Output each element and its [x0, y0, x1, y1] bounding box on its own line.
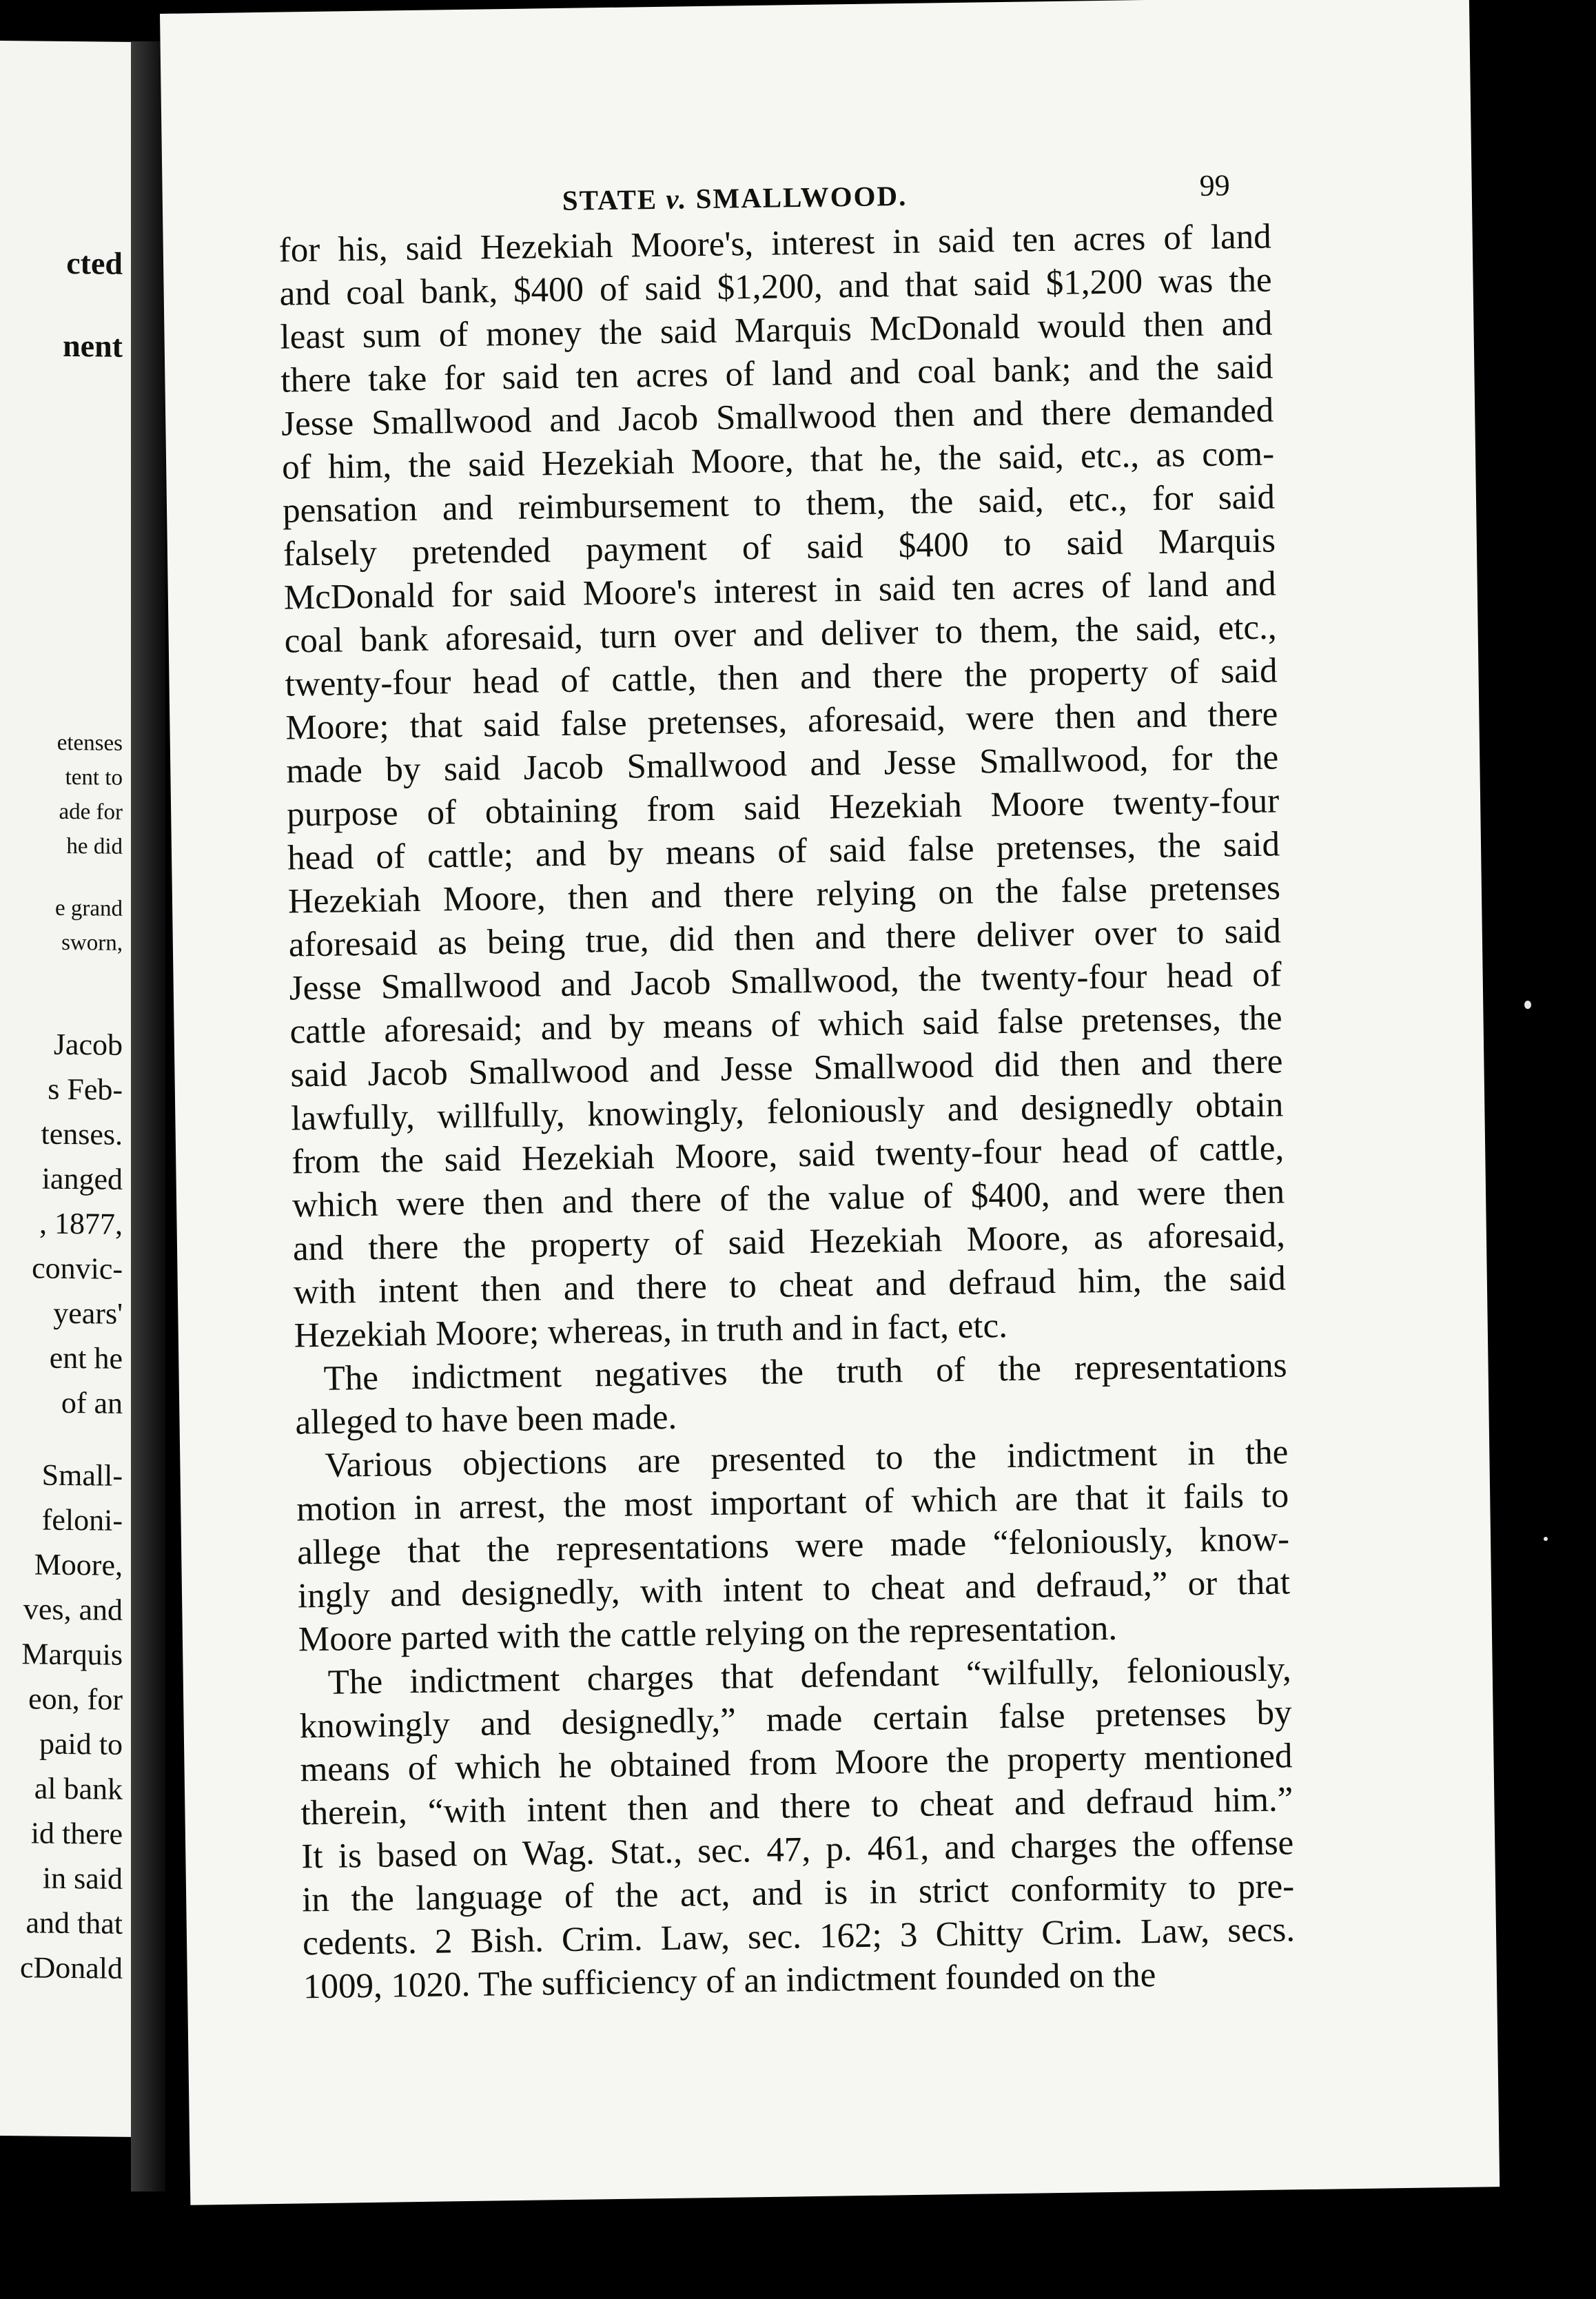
running-head-left: STATE	[562, 183, 658, 216]
text-line: It is based on Wag. Stat., sec. 47, p. 461, and charges the offense	[300, 1823, 1294, 1877]
text-line: falsely pretended payment of said $400 to said Marquis	[283, 521, 1276, 574]
text-line: in the language of the act, and is in strict conformity to pre-	[301, 1867, 1295, 1920]
text-line: from the said Hezekiah Moore, said twenty-four head of cattle,	[291, 1129, 1285, 1182]
left-page-line: cted	[66, 245, 123, 281]
left-page-line: cDonald	[19, 1950, 123, 1985]
left-page-line: etenses	[57, 730, 123, 756]
text-line: ingly and designedly, with intent to cheat and defraud,” or that	[297, 1563, 1291, 1616]
text-line: with intent then and there to cheat and defraud him, the said	[293, 1259, 1287, 1312]
text-line: 1009, 1020. The sufficiency of an indictment founded on the	[303, 1956, 1156, 2007]
left-page-line: tenses.	[41, 1116, 123, 1152]
text-line: Hezekiah Moore, then and there relying on the false pretenses	[287, 868, 1281, 921]
text-line: aforesaid as being true, did then and there deliver over to said	[288, 912, 1282, 965]
left-page-line: and that	[25, 1905, 123, 1941]
left-page-line: ianged	[41, 1161, 123, 1196]
text-line: knowingly and designedly,” made certain false pretenses by	[299, 1693, 1292, 1746]
left-page-line: he did	[66, 833, 123, 859]
text-line: lawfully, willfully, knowingly, feloniously and designedly obtain	[291, 1085, 1284, 1138]
text-line: Moore parted with the cattle relying on the representation.	[298, 1608, 1118, 1659]
left-page-line: e grand	[54, 895, 123, 921]
left-page-line: Moore,	[34, 1547, 123, 1582]
text-line: for his, said Hezekiah Moore's, interest in said ten acres of land	[278, 217, 1272, 270]
text-line: Jesse Smallwood and Jacob Smallwood, the twenty-four head of	[289, 955, 1282, 1008]
body-text	[278, 216, 1296, 2010]
left-page-line: Jacob	[53, 1027, 123, 1062]
text-line: coal bank aforesaid, turn over and deliver to them, the said, etc.,	[284, 608, 1277, 661]
text-line: which were then and there of the value of $400, and were then	[291, 1172, 1285, 1225]
text-line: made by said Jacob Smallwood and Jesse Smallwood, for the	[285, 738, 1279, 791]
dust-speck	[1524, 1001, 1531, 1009]
text-line: therein, “with intent then and there to cheat and defraud him.”	[300, 1780, 1293, 1833]
right-page	[160, 0, 1500, 2205]
left-page-line: paid to	[39, 1726, 123, 1761]
text-line: The indictment negatives the truth of the representations	[323, 1346, 1287, 1398]
text-line: of him, the said Hezekiah Moore, that he, the said, etc., as com-	[281, 434, 1275, 487]
left-page-line: convic-	[32, 1251, 123, 1286]
left-page-line: ent he	[49, 1340, 123, 1376]
text-line: The indictment charges that defendant “wilfully, feloniously,	[327, 1650, 1292, 1702]
left-page-line: nent	[63, 327, 123, 364]
text-line: said Jacob Smallwood and Jesse Smallwood did then and there	[290, 1042, 1283, 1095]
text-line: and coal bank, $400 of said $1,200, and that said $1,200 was the	[279, 260, 1272, 314]
text-line: Jesse Smallwood and Jacob Smallwood then and there demanded	[280, 391, 1274, 444]
paragraph	[298, 1648, 1296, 2009]
text-line: and there the property of said Hezekiah Moore, as aforesaid,	[292, 1216, 1286, 1269]
left-page-line: Marquis	[21, 1637, 123, 1672]
text-line: pensation and reimbursement to them, the said, etc., for said	[282, 478, 1276, 531]
running-head-versus: v.	[666, 183, 688, 215]
book-gutter	[131, 41, 165, 2191]
text-line: McDonald for said Moore's interest in said ten acres of land and	[283, 564, 1277, 617]
left-page-line: tent to	[65, 764, 123, 790]
text-line: cattle aforesaid; and by means of which said false pretenses, the	[289, 999, 1282, 1052]
text-line: Hezekiah Moore; whereas, in truth and in fact, etc.	[294, 1307, 1008, 1356]
text-line: there take for said ten acres of land and coal bank; and the said	[280, 347, 1273, 400]
left-page-line: sworn,	[61, 930, 123, 956]
dust-speck	[1544, 1537, 1548, 1541]
running-head-right: SMALLWOOD.	[695, 179, 908, 215]
text-line: purpose of obtaining from said Hezekiah Moore twenty-four	[286, 781, 1280, 835]
text-line: least sum of money the said Marquis McDonald would then and	[280, 304, 1273, 357]
left-page-line: , 1877,	[39, 1206, 123, 1241]
text-line: means of which he obtained from Moore the property mentioned	[300, 1737, 1293, 1790]
paragraph	[278, 216, 1287, 1358]
left-page-line: ves, and	[23, 1592, 123, 1627]
text-line: motion in arrest, the most important of which are that it fails to	[296, 1476, 1289, 1529]
paragraph	[294, 1344, 1288, 1444]
left-page-line: years'	[53, 1296, 123, 1331]
left-page-line: ade for	[59, 799, 123, 825]
text-line: twenty-four head of cattle, then and there the property of said	[285, 651, 1278, 704]
text-line: allege that the representations were made “feloniously, know-	[296, 1520, 1290, 1573]
left-page-line: feloni-	[41, 1502, 123, 1537]
text-line: cedents. 2 Bish. Crim. Law, sec. 162; 3 Chitty Crim. Law, secs.	[302, 1910, 1296, 1963]
left-page-line: id there	[30, 1816, 123, 1851]
text-line: Various objections are presented to the indictment in the	[325, 1433, 1289, 1485]
left-page-line: s Feb-	[48, 1072, 123, 1107]
text-line: alleged to have been made.	[295, 1398, 677, 1442]
text-line: Moore; that said false pretenses, aforesaid, were then and there	[285, 695, 1278, 748]
left-page-fragment	[0, 41, 138, 2137]
left-page-line: of an	[61, 1385, 123, 1420]
left-page-line: Small-	[41, 1458, 123, 1493]
page-number: 99	[1199, 168, 1230, 203]
running-head	[562, 179, 908, 217]
text-line: head of cattle; and by means of said false pretenses, the said	[287, 825, 1280, 878]
left-page-line: al bank	[34, 1771, 123, 1806]
left-page-line: eon, for	[28, 1682, 123, 1717]
paragraph	[296, 1431, 1291, 1662]
left-page-line: in said	[42, 1861, 123, 1896]
